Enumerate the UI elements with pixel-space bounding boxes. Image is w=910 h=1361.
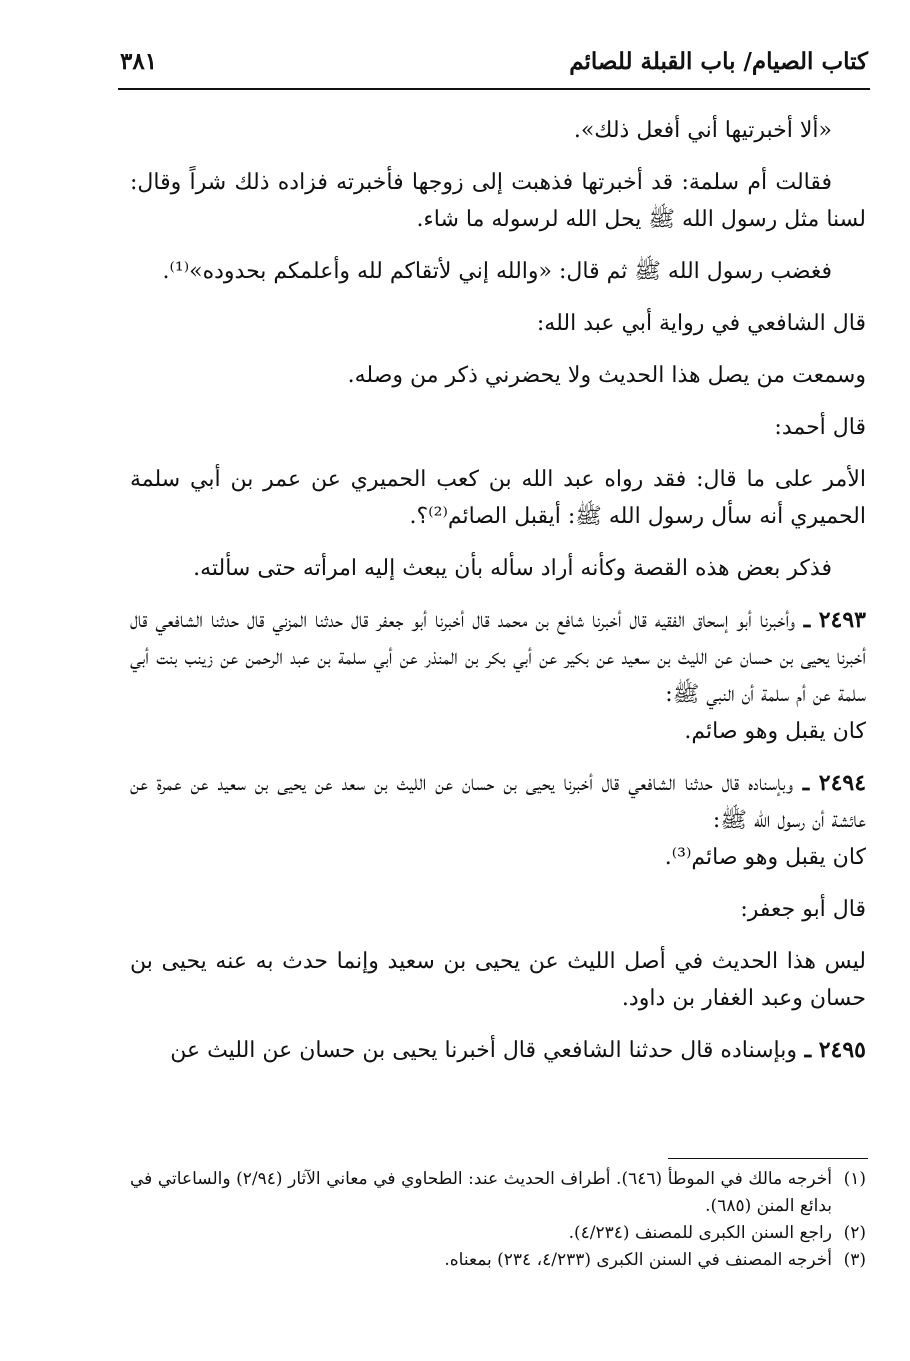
footnote-text: راجع السنن الكبرى للمصنف (٤/٢٣٤). xyxy=(568,1223,832,1243)
paragraph: فغضب رسول الله ﷺ ثم قال: «والله إني لأتقاكم لله وأعلمكم بحدوده»⁽¹⁾. xyxy=(162,259,832,284)
footnotes xyxy=(130,1166,866,1274)
footnote xyxy=(130,1247,866,1274)
paragraph: كان يقبل وهو صائم⁽³⁾. xyxy=(664,845,866,870)
number-separator: ـ xyxy=(795,607,819,633)
footnote-number: (٣) xyxy=(843,1250,866,1270)
paragraph: قال الشافعي في رواية أبي عبد الله: xyxy=(536,311,866,336)
paragraph: فقالت أم سلمة: قد أخبرتها فذهبت إلى زوجها فأخبرته فزاده ذلك شراً وقال: لسنا مثل رسول الله ﷺ يحل الله لرسوله ما شاء. xyxy=(130,170,866,232)
page-header xyxy=(120,40,868,82)
hadith-number: ٢٤٩٥ xyxy=(818,1037,866,1063)
paragraph: قال أبو جعفر: xyxy=(740,897,866,922)
paragraph: فذكر بعض هذه القصة وكأنه أراد سأله بأن يبعث إليه امرأته حتى سألته. xyxy=(193,556,832,581)
hadith-number: ٢٤٩٣ xyxy=(818,607,866,633)
paragraph: وسمعت من يصل هذا الحديث ولا يحضرني ذكر من وصله. xyxy=(347,363,866,388)
header-rule xyxy=(118,88,870,90)
paragraph: الأمر على ما قال: فقد رواه عبد الله بن كعب الحميري عن عمر بن أبي سلمة الحميري أنه سأل رسول الله ﷺ: أيقبل الصائم⁽²⁾؟. xyxy=(130,467,866,529)
footnote-number: (٢) xyxy=(843,1223,866,1243)
footnote-text: أخرجه المصنف في السنن الكبرى (٤/٢٣٣، ٢٣٤) بمعناه. xyxy=(444,1250,832,1270)
hadith-number: ٢٤٩٤ xyxy=(818,770,867,796)
footnote xyxy=(130,1220,866,1247)
main-text xyxy=(130,112,866,1084)
number-separator: ـ xyxy=(793,770,819,796)
footnote-text: أخرجه مالك في الموطأ (٦٤٦). أطراف الحديث عند: الطحاوي في معاني الآثار (٢/٩٤) والساعاتي في بدائع المنن (٦٨٥). xyxy=(130,1169,832,1216)
paragraph: كان يقبل وهو صائم. xyxy=(684,719,866,744)
hadith-2495: ٢٤٩٥ ـ وبإسناده قال حدثنا الشافعي قال أخبرنا يحيى بن حسان عن الليث عن xyxy=(170,1037,866,1063)
footnote xyxy=(130,1166,866,1220)
running-title: كتاب الصيام/ باب القبلة للصائم xyxy=(569,47,868,75)
page-number: ٣٨١ xyxy=(120,47,158,75)
paragraph: قال أحمد: xyxy=(774,415,866,440)
paragraph: «ألا أخبرتيها أني أفعل ذلك». xyxy=(573,118,832,143)
footnote-rule xyxy=(668,1158,868,1159)
hadith-2494: ٢٤٩٤ ـ وبإسناده قال حدثنا الشافعي قال أخبرنا يحيى بن حسان عن الليث بن سعد عن يحيى بن سعيد عن عمرة عن عائشة أن رسول الله ﷺ: xyxy=(130,770,867,833)
number-separator: ـ xyxy=(796,1037,819,1063)
footnote-number: (١) xyxy=(843,1169,866,1189)
paragraph: ليس هذا الحديث في أصل الليث عن يحيى بن سعيد وإنما حدث به عنه يحيى بن حسان وعبد الغفار بن داود. xyxy=(130,949,866,1011)
hadith-2493: ٢٤٩٣ ـ وأخبرنا أبو إسحاق الفقيه قال أخبرنا شافع بن محمد قال أخبرنا أبو جعفر قال حدثنا المزني قال حدثنا الشافعي قال أخبرنا يحيى بن حسان عن الليث بن سعيد عن بكير عن أبي بكر بن المنذر عن أبي سلمة بن عبد الرحمن عن زينب بنت أبي سلمة عن أم سلمة أن النبي ﷺ: xyxy=(130,607,866,707)
